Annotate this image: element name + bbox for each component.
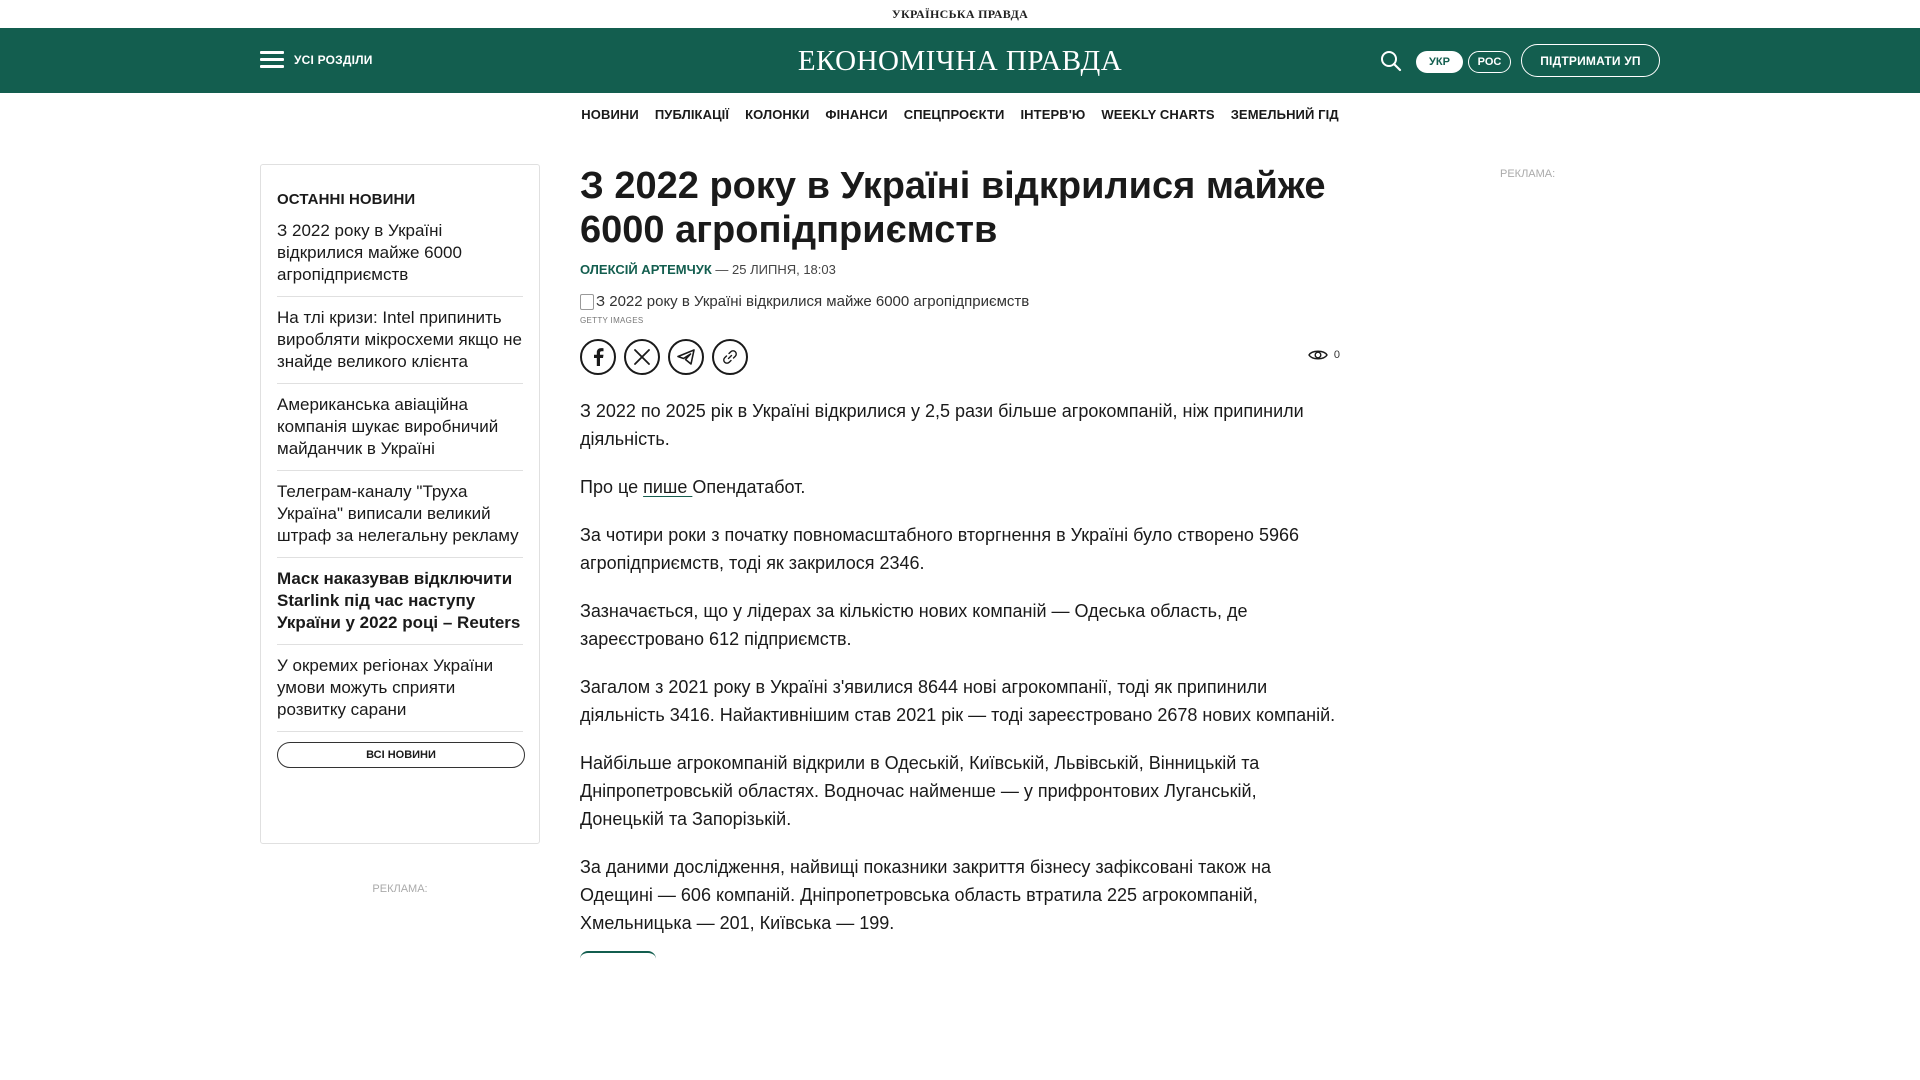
image-alt-text: З 2022 року в Україні відкрилися майже 6000 агропідприємств [596, 293, 1030, 310]
news-list-item[interactable]: З 2022 року в Україні відкрилися майже 6000 агропідприємств [277, 220, 523, 297]
source-link[interactable]: пише [643, 477, 693, 497]
site-header [0, 28, 1920, 93]
paragraph-text: Про це [580, 477, 644, 497]
nav-item-special-projects[interactable]: СПЕЦПРОЄКТИ [903, 106, 1005, 122]
telegram-share-icon[interactable] [668, 339, 704, 375]
search-icon[interactable] [1380, 50, 1402, 72]
parent-brand-link[interactable]: УКРАЇНСЬКА ПРАВДА [891, 6, 1029, 21]
news-list-item[interactable]: У окремих регіонах України умови можуть сприяти розвитку сарани [277, 655, 523, 732]
eye-icon [1308, 348, 1328, 362]
news-list-item[interactable]: Маск наказував відключити Starlink під час наступу України у 2022 році – Reuters [277, 568, 523, 645]
tag-pill[interactable] [580, 951, 656, 959]
article-paragraph: Зазначається, що у лідерах за кількістю нових компаній — Одеська область, де зареєстровано 612 підприємств. [580, 601, 1248, 649]
all-news-button[interactable]: ВСІ НОВИНИ [277, 742, 525, 768]
news-list-item[interactable]: На тлі кризи: Intel припинить виробляти мікросхеми якщо не знайде великого клієнта [277, 307, 523, 384]
nav-item-publications[interactable]: ПУБЛІКАЦІЇ [654, 106, 730, 122]
article-byline [580, 262, 1340, 277]
date-separator: — [711, 262, 733, 277]
image-credit: GETTY IMAGES [580, 316, 644, 325]
article-image [580, 293, 1340, 310]
sidebar-title: ОСТАННІ НОВИНИ [277, 191, 416, 208]
site-logo[interactable]: ЕКОНОМІЧНА ПРАВДА [797, 45, 1123, 77]
publish-date: 25 ЛИПНЯ, 18:03 [732, 262, 836, 277]
lang-ukr-button[interactable]: УКР [1416, 51, 1463, 73]
news-list-item[interactable]: Американська авіаційна компанія шукає виробничий майданчик в Україні [277, 394, 523, 471]
article-paragraph: За чотири роки з початку повномасштабного вторгнення в Україні було створено 5966 агропідприємств, тоді як закрилося 2346. [580, 525, 1299, 573]
article-paragraph: Загалом з 2021 року в Україні з'явилися 8644 нові агрокомпанії, тоді як припинили діяльність 3416. Найактивнішим став 2021 рік — тоді зареєстровано 2678 нових компаній. [580, 677, 1336, 725]
nav-item-land-guide[interactable]: ЗЕМЕЛЬНИЙ ГІД [1230, 106, 1339, 122]
facebook-share-icon[interactable] [580, 339, 616, 375]
nav-item-columns[interactable]: КОЛОНКИ [745, 106, 810, 122]
all-sections-label: УСІ РОЗДІЛИ [294, 52, 373, 67]
news-list-item[interactable]: Телеграм-каналу "Труха Україна" виписали великий штраф за нелегальну рекламу [277, 481, 523, 558]
latest-news-sidebar [260, 164, 540, 844]
article-paragraph [580, 473, 1340, 501]
main-nav [0, 93, 1920, 135]
view-count: 0 [1333, 349, 1340, 361]
article-paragraph: З 2022 по 2025 рік в Україні відкрилися у 2,5 рази більше агрокомпаній, ніж припинили діяльність. [580, 401, 1304, 449]
top-strip [0, 0, 1920, 28]
ad-label-left: РЕКЛАМА: [372, 883, 428, 895]
nav-item-interview[interactable]: ІНТЕРВ'Ю [1020, 106, 1086, 122]
ad-label-right: РЕКЛАМА: [1500, 168, 1556, 180]
article-title: З 2022 року в Україні відкрилися майже 6000 агропідприємств [580, 165, 1326, 251]
article-paragraph: За даними дослідження, найвищі показники закриття бізнесу зафіксовані також на Одещині — 606 компаній. Дніпропетровська область втратила 225 агрокомпаній, Хмельницька — 201, Київська — 199. [580, 857, 1272, 933]
x-share-icon[interactable] [624, 339, 660, 375]
broken-image-icon [580, 294, 594, 310]
view-counter [1308, 348, 1340, 362]
author-link[interactable]: ОЛЕКСІЙ АРТЕМЧУК [580, 262, 712, 277]
article-paragraph: Найбільше агрокомпаній відкрили в Одеській, Київській, Львівській, Вінницькій та Дніпропетровській областях. Водночас найменше — у прифронтових Луганській, Донецькій та Запорізькій. [580, 753, 1260, 829]
copy-link-icon[interactable] [712, 339, 748, 375]
paragraph-text: Опендатабот. [692, 477, 806, 497]
share-bar [580, 339, 1340, 375]
article [580, 164, 1340, 959]
nav-item-weekly-charts[interactable]: WEEKLY CHARTS [1101, 106, 1215, 122]
nav-item-finance[interactable]: ФІНАНСИ [825, 106, 888, 122]
support-button[interactable]: ПІДТРИМАТИ УП [1521, 44, 1660, 77]
nav-item-news[interactable]: НОВИНИ [581, 106, 639, 122]
lang-ros-button[interactable]: РОС [1468, 51, 1511, 73]
